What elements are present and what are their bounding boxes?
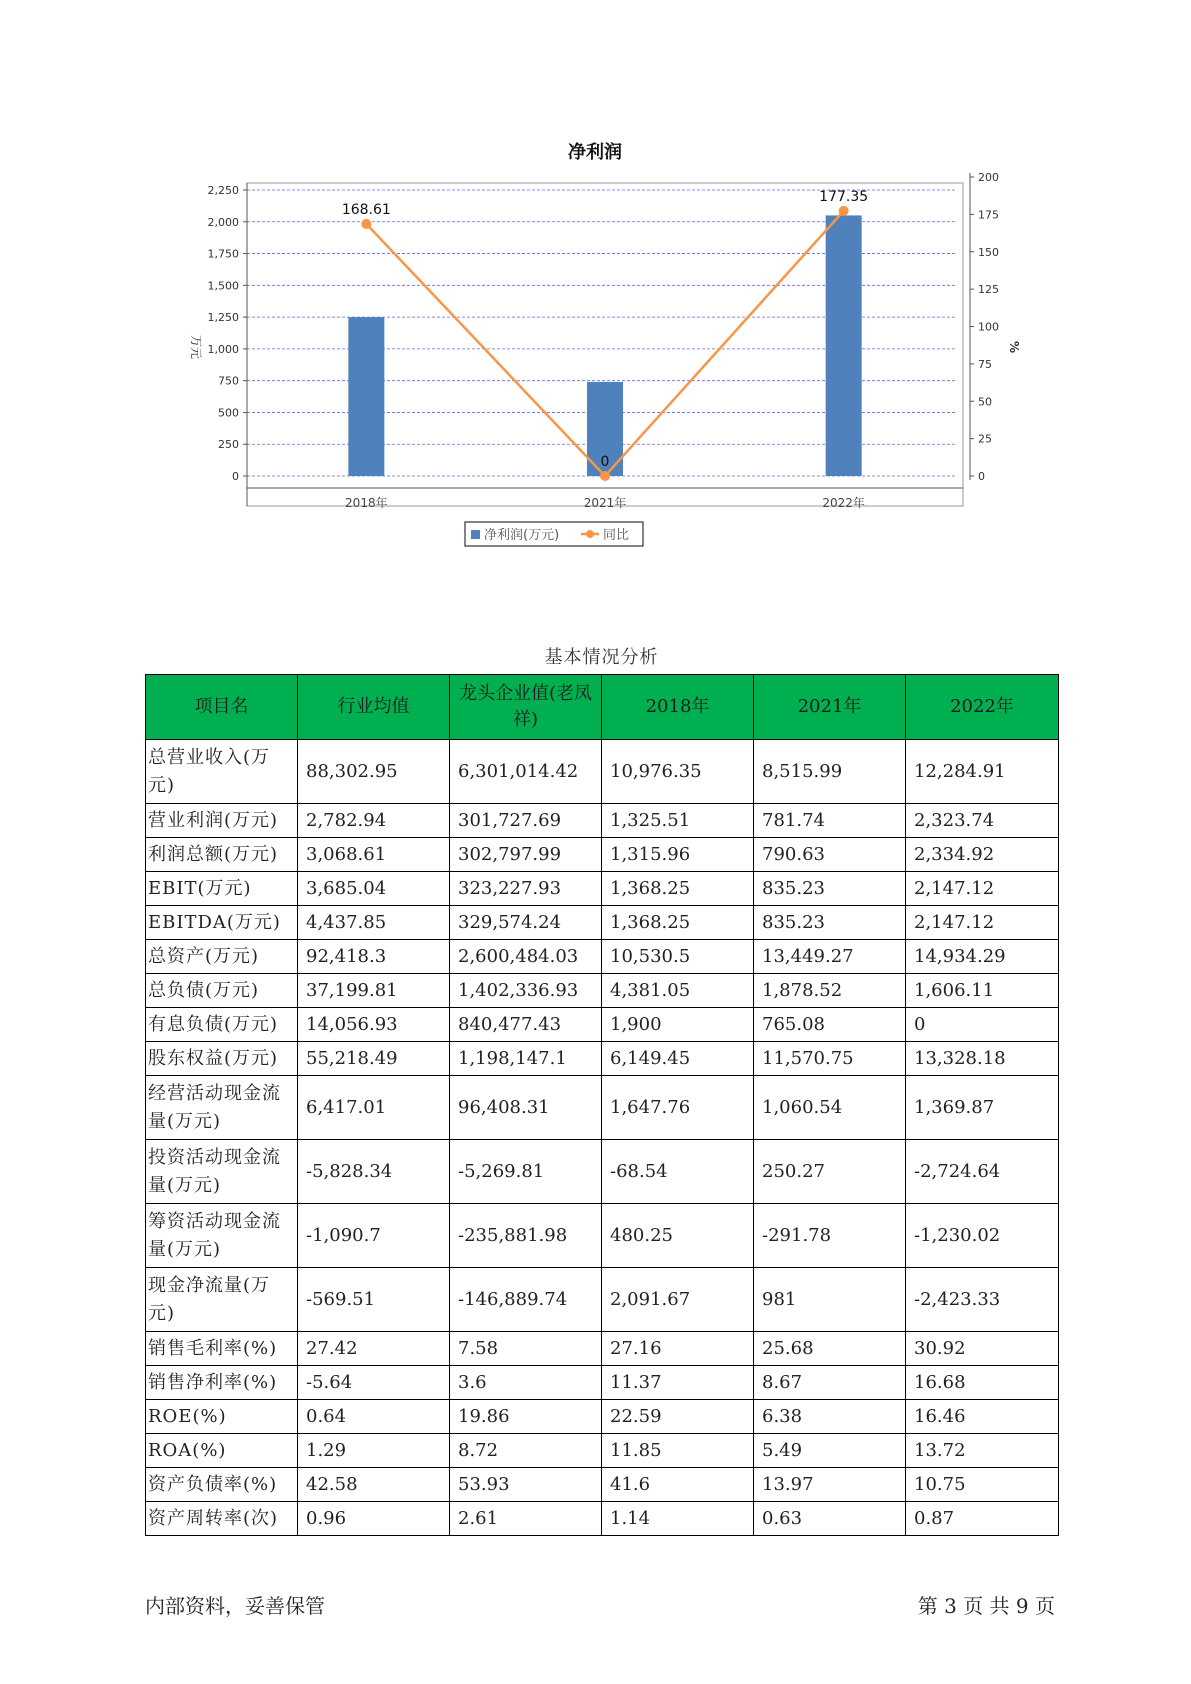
- row-label: 总资产(万元): [146, 940, 298, 974]
- table-cell: -68.54: [602, 1140, 754, 1204]
- left-tick-label: 2,250: [207, 184, 239, 197]
- left-tick-label: 2,000: [207, 215, 239, 229]
- row-label: 总负债(万元): [146, 974, 298, 1008]
- table-cell: 10,976.35: [602, 740, 754, 804]
- table-cell: 6,149.45: [602, 1042, 754, 1076]
- table-cell: 8.72: [450, 1434, 602, 1468]
- table-cell: 2,323.74: [906, 804, 1059, 838]
- table-cell: 2.61: [450, 1502, 602, 1536]
- table-cell: 53.93: [450, 1468, 602, 1502]
- chart-title: 净利润: [568, 142, 622, 163]
- table-cell: 1,606.11: [906, 974, 1059, 1008]
- left-tick-label: 1,250: [207, 311, 239, 325]
- table-row: [146, 1468, 1059, 1502]
- legend-bar-swatch: [471, 530, 480, 539]
- column-header: 2021年: [754, 675, 906, 740]
- table-cell: 4,437.85: [298, 906, 450, 940]
- table-cell: 981: [754, 1268, 906, 1332]
- table-cell: -2,423.33: [906, 1268, 1059, 1332]
- table-cell: 6,301,014.42: [450, 740, 602, 804]
- table-cell: 25.68: [754, 1332, 906, 1366]
- table-row: [146, 1434, 1059, 1468]
- table-cell: 329,574.24: [450, 906, 602, 940]
- x-axis: [247, 488, 963, 510]
- x-tick-label: 2018年: [345, 496, 388, 510]
- left-axis-title: 万元: [189, 334, 203, 360]
- table-cell: -2,724.64: [906, 1140, 1059, 1204]
- left-tick-label: 250: [218, 438, 239, 452]
- table-cell: 7.58: [450, 1332, 602, 1366]
- table-cell: 14,056.93: [298, 1008, 450, 1042]
- bar: [348, 317, 384, 476]
- right-tick-label: 125: [978, 283, 999, 297]
- table-cell: 30.92: [906, 1332, 1059, 1366]
- row-label: EBITDA(万元): [146, 906, 298, 940]
- footer-page-number: 第 3 页 共 9 页: [917, 1594, 1055, 1618]
- table-cell: 1.29: [298, 1434, 450, 1468]
- right-tick-label: 25: [978, 432, 992, 446]
- table-row: [146, 1502, 1059, 1536]
- table-cell: 0: [906, 1008, 1059, 1042]
- row-label: 股东权益(万元): [146, 1042, 298, 1076]
- table-row: [146, 1268, 1059, 1332]
- table-cell: -1,230.02: [906, 1204, 1059, 1268]
- table-cell: 27.16: [602, 1332, 754, 1366]
- table-row: [146, 872, 1059, 906]
- table-cell: 8,515.99: [754, 740, 906, 804]
- column-header: 行业均值: [298, 675, 450, 740]
- table-cell: -5,269.81: [450, 1140, 602, 1204]
- right-tick-label: 200: [978, 171, 999, 184]
- table-cell: 1,878.52: [754, 974, 906, 1008]
- x-tick-label: 2022年: [822, 496, 865, 510]
- table-cell: 3,068.61: [298, 838, 450, 872]
- table-cell: 0.64: [298, 1400, 450, 1434]
- table-row: [146, 906, 1059, 940]
- table-cell: 1,402,336.93: [450, 974, 602, 1008]
- table-cell: -146,889.74: [450, 1268, 602, 1332]
- table-cell: 480.25: [602, 1204, 754, 1268]
- table-cell: 8.67: [754, 1366, 906, 1400]
- table-cell: 1,060.54: [754, 1076, 906, 1140]
- table-row: [146, 1008, 1059, 1042]
- table-cell: 10,530.5: [602, 940, 754, 974]
- table-cell: 12,284.91: [906, 740, 1059, 804]
- table-cell: 2,147.12: [906, 906, 1059, 940]
- row-label: 总营业收入(万元): [146, 740, 298, 804]
- row-label: 利润总额(万元): [146, 838, 298, 872]
- row-label: ROE(%): [146, 1400, 298, 1434]
- row-label: 现金净流量(万元): [146, 1268, 298, 1332]
- table-cell: 19.86: [450, 1400, 602, 1434]
- table-row: [146, 974, 1059, 1008]
- x-tick-label: 2021年: [583, 496, 627, 510]
- table-row: [146, 804, 1059, 838]
- table-cell: 6,417.01: [298, 1076, 450, 1140]
- table-cell: 10.75: [906, 1468, 1059, 1502]
- table-cell: 13,449.27: [754, 940, 906, 974]
- data-label: 0: [600, 454, 610, 470]
- table-cell: 765.08: [754, 1008, 906, 1042]
- right-axis: [970, 171, 999, 483]
- table-cell: 1.14: [602, 1502, 754, 1536]
- table-cell: 13,328.18: [906, 1042, 1059, 1076]
- table-cell: 11.37: [602, 1366, 754, 1400]
- left-tick-label: 0: [232, 470, 239, 483]
- table-cell: 88,302.95: [298, 740, 450, 804]
- table-cell: 323,227.93: [450, 872, 602, 906]
- right-tick-label: 0: [978, 470, 985, 483]
- row-label: 销售毛利率(%): [146, 1332, 298, 1366]
- legend-label: 同比: [603, 528, 630, 543]
- line-point: [600, 471, 610, 481]
- net-profit-chart: [150, 130, 1050, 600]
- table-cell: 2,782.94: [298, 804, 450, 838]
- table-cell: 5.49: [754, 1434, 906, 1468]
- row-label: EBIT(万元): [146, 872, 298, 906]
- table-row: [146, 838, 1059, 872]
- row-label: 销售净利率(%): [146, 1366, 298, 1400]
- left-axis: [208, 183, 248, 506]
- table-cell: 1,368.25: [602, 906, 754, 940]
- table-cell: 2,147.12: [906, 872, 1059, 906]
- table-cell: 781.74: [754, 804, 906, 838]
- row-label: 营业利润(万元): [146, 804, 298, 838]
- table-cell: 13.72: [906, 1434, 1059, 1468]
- right-tick-label: 100: [978, 320, 999, 334]
- chart-legend: [465, 522, 643, 546]
- table-cell: 42.58: [298, 1468, 450, 1502]
- row-label: 资产负债率(%): [146, 1468, 298, 1502]
- table-cell: 1,647.76: [602, 1076, 754, 1140]
- left-tick-label: 750: [218, 374, 239, 388]
- table-cell: 16.68: [906, 1366, 1059, 1400]
- table-cell: -291.78: [754, 1204, 906, 1268]
- right-axis-title: %: [1007, 340, 1021, 354]
- column-header: 项目名: [146, 675, 298, 740]
- table-cell: 16.46: [906, 1400, 1059, 1434]
- line-point: [839, 206, 849, 216]
- row-label: 投资活动现金流量(万元): [146, 1140, 298, 1204]
- data-label: 177.35: [819, 188, 869, 205]
- right-tick-label: 150: [978, 245, 999, 259]
- table-cell: 96,408.31: [450, 1076, 602, 1140]
- table-row: [146, 1366, 1059, 1400]
- table-cell: 92,418.3: [298, 940, 450, 974]
- column-header: 2018年: [602, 675, 754, 740]
- table-cell: 22.59: [602, 1400, 754, 1434]
- row-label: 有息负债(万元): [146, 1008, 298, 1042]
- table-cell: 250.27: [754, 1140, 906, 1204]
- table-cell: 2,091.67: [602, 1268, 754, 1332]
- table-cell: 302,797.99: [450, 838, 602, 872]
- table-row: [146, 740, 1059, 804]
- column-header: 龙头企业值(老凤祥): [450, 675, 602, 740]
- right-tick-label: 75: [978, 357, 992, 371]
- table-cell: 301,727.69: [450, 804, 602, 838]
- table-cell: 6.38: [754, 1400, 906, 1434]
- right-tick-label: 175: [978, 208, 999, 222]
- table-cell: -235,881.98: [450, 1204, 602, 1268]
- table-cell: 3,685.04: [298, 872, 450, 906]
- table-cell: 835.23: [754, 906, 906, 940]
- table-cell: 41.6: [602, 1468, 754, 1502]
- left-tick-label: 1,500: [207, 279, 239, 293]
- table-cell: 2,334.92: [906, 838, 1059, 872]
- table-cell: -569.51: [298, 1268, 450, 1332]
- bar-series: [348, 215, 861, 476]
- table-cell: -5,828.34: [298, 1140, 450, 1204]
- table-cell: 11,570.75: [754, 1042, 906, 1076]
- table-cell: 1,369.87: [906, 1076, 1059, 1140]
- table-row: [146, 1332, 1059, 1366]
- data-label: 168.61: [341, 201, 391, 218]
- table-cell: 1,368.25: [602, 872, 754, 906]
- table-cell: 4,381.05: [602, 974, 754, 1008]
- table-row: [146, 1204, 1059, 1268]
- table-cell: 55,218.49: [298, 1042, 450, 1076]
- table-cell: 0.87: [906, 1502, 1059, 1536]
- legend-label: 净利润(万元): [484, 528, 560, 543]
- table-cell: 840,477.43: [450, 1008, 602, 1042]
- table-cell: 37,199.81: [298, 974, 450, 1008]
- table-row: [146, 1140, 1059, 1204]
- table-cell: 0.63: [754, 1502, 906, 1536]
- table-header-row: [146, 675, 1059, 740]
- row-label: 筹资活动现金流量(万元): [146, 1204, 298, 1268]
- table-cell: 13.97: [754, 1468, 906, 1502]
- table-cell: 1,900: [602, 1008, 754, 1042]
- table-cell: -5.64: [298, 1366, 450, 1400]
- table-cell: 27.42: [298, 1332, 450, 1366]
- right-tick-label: 50: [978, 395, 992, 409]
- table-caption: 基本情况分析: [544, 647, 659, 668]
- legend-line-marker: [586, 530, 594, 538]
- table-body: [146, 740, 1059, 1536]
- table-cell: 0.96: [298, 1502, 450, 1536]
- table-cell: 1,325.51: [602, 804, 754, 838]
- row-label: ROA(%): [146, 1434, 298, 1468]
- column-header: 2022年: [906, 675, 1059, 740]
- left-tick-label: 500: [218, 406, 239, 420]
- table-row: [146, 940, 1059, 974]
- row-label: 经营活动现金流量(万元): [146, 1076, 298, 1140]
- bar: [826, 215, 862, 476]
- footer-confidential-note: 内部资料，妥善保管: [145, 1594, 325, 1618]
- table-row: [146, 1076, 1059, 1140]
- table-cell: 3.6: [450, 1366, 602, 1400]
- table-cell: 11.85: [602, 1434, 754, 1468]
- table-cell: 2,600,484.03: [450, 940, 602, 974]
- row-label: 资产周转率(次): [146, 1502, 298, 1536]
- table-cell: 1,315.96: [602, 838, 754, 872]
- table-cell: 14,934.29: [906, 940, 1059, 974]
- basic-analysis-table: [145, 674, 1059, 1536]
- table-cell: 835.23: [754, 872, 906, 906]
- table-cell: 790.63: [754, 838, 906, 872]
- left-tick-label: 1,750: [207, 247, 239, 261]
- table-cell: 1,198,147.1: [450, 1042, 602, 1076]
- table-row: [146, 1042, 1059, 1076]
- table-cell: -1,090.7: [298, 1204, 450, 1268]
- left-tick-label: 1,000: [207, 342, 239, 356]
- table-row: [146, 1400, 1059, 1434]
- line-point: [361, 219, 371, 229]
